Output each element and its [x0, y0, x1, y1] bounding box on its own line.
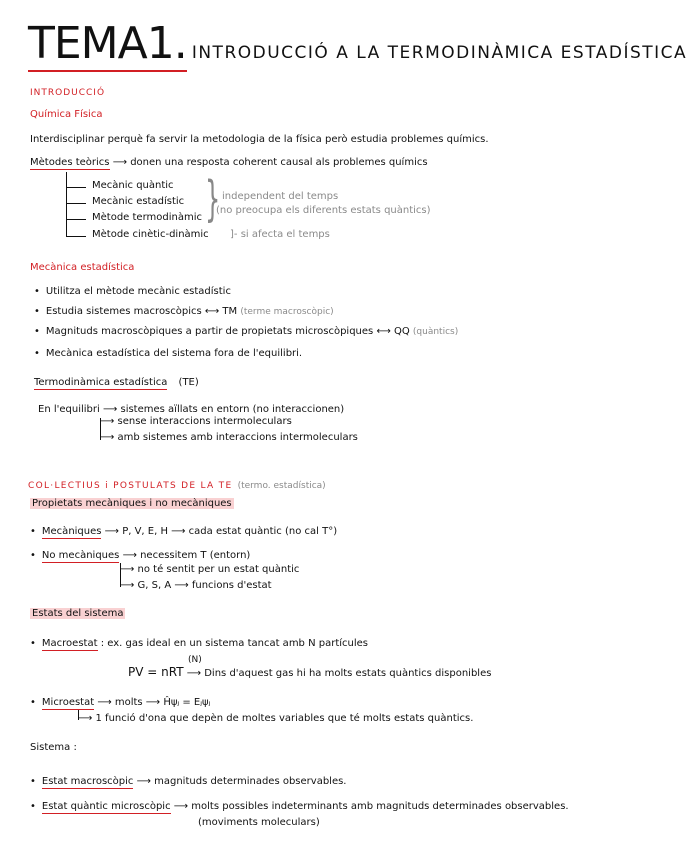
formula-n: (N) [188, 655, 202, 665]
time-note: ]- si afecta el temps [230, 229, 330, 240]
tree-item: Mètode termodinàmic [92, 212, 202, 223]
metodes-label: Mètodes teòrics [30, 157, 110, 168]
te-line3: ⟶ amb sistemes amb interaccions intermoleculars [100, 432, 358, 443]
te-line2: ⟶ sense interaccions intermoleculars [100, 416, 292, 427]
collectius-heading: COL·LECTIUS i POSTULATS DE LA TE [28, 481, 233, 491]
microestat-b1: ⟶ 1 funció d'ona que depèn de moltes variables que té molts estats quàntics. [78, 713, 474, 724]
mecanica-bullet-3: • Magnituds macroscòpiques a partir de propietats microscòpiques ⟷ QQ (quàntics) [34, 326, 458, 337]
tree-branch [66, 203, 86, 204]
nomec-b2: ⟶ G, S, A ⟶ funcions d'estat [120, 580, 272, 591]
tree-item: Mecànic estadístic [92, 196, 185, 207]
mecanica-bullet: • Mecànica estadística del sistema fora de l'equilibri. [34, 348, 302, 359]
estats-heading: Estats del sistema [32, 608, 124, 619]
formula: PV = nRT [128, 665, 184, 679]
te-abbr: (TE) [178, 377, 199, 388]
sistema-b2-label: Estat quàntic microscòpic [41, 801, 171, 812]
arrow-icon: ⟶ [112, 157, 131, 168]
mecanica-bullet: • Utilitza el mètode mecànic estadístic [34, 286, 231, 297]
collectius-note: (termo. estadística) [237, 481, 326, 491]
brace-note-1: independent del temps [222, 191, 339, 202]
macroestat-label: Macroestat [41, 638, 98, 649]
sistema-heading: Sistema : [30, 742, 77, 753]
arrow-icon: ⟶ [104, 526, 123, 537]
mecaniques-line: • Mecàniques ⟶ P, V, E, H ⟶ cada estat quàntic (no cal T°) [30, 526, 337, 537]
intro-line1: Interdisciplinar perquè fa servir la metodologia de la física però estudia problemes químics. [30, 134, 489, 145]
nomecaniques-label: No mecàniques [41, 550, 120, 561]
sistema-b1-label: Estat macroscòpic [41, 776, 134, 787]
bullet-note: (terme macroscòpic) [240, 307, 334, 317]
te-heading: Termodinàmica estadística [34, 377, 168, 388]
brace-icon: } [205, 171, 221, 227]
microestat-line: • Microestat ⟶ molts ⟶ Ĥψⱼ = Eⱼψⱼ [30, 697, 210, 708]
te-line1: En l'equilibri ⟶ sistemes aïllats en entorn (no interaccionen) [38, 404, 345, 415]
macroestat-line: • Macroestat : ex. gas ideal en un sistema tancat amb N partícules [30, 638, 368, 649]
mecaniques-label: Mecàniques [41, 526, 102, 537]
arrow-icon: ⟶ [102, 404, 121, 415]
tree-line [66, 172, 67, 236]
tree-branch [66, 219, 86, 220]
arrow-icon: ⟶ [120, 564, 138, 575]
arrow-icon: ⟶ [100, 432, 118, 443]
tree-item: Mètode cinètic-dinàmic [92, 229, 209, 240]
formula-line: PV = nRT ⟶ Dins d'aquest gas hi ha molts estats quàntics disponibles [128, 665, 492, 679]
page-title [28, 18, 687, 69]
tree-branch [66, 187, 86, 188]
metodes-line [30, 157, 428, 168]
microestat-label: Microestat [41, 697, 95, 708]
title-rest: INTRODUCCIÓ A LA TERMODINÀMICA ESTADÍSTICA [191, 43, 687, 63]
sistema-b2-sub: (moviments moleculars) [198, 817, 320, 828]
title-main: TEMA1. [28, 18, 187, 72]
brace-note-2: (no preocupa els diferents estats quàntics) [216, 205, 431, 216]
sistema-b2: • Estat quàntic microscòpic ⟶ molts possibles indeterminants amb magnituds determinades observables. [30, 801, 569, 812]
arrow-icon: ⟶ [122, 550, 141, 561]
propietats-heading: Propietats mecàniques i no mecàniques [32, 498, 232, 509]
te-heading-line [34, 377, 199, 388]
tree-item: Mecànic quàntic [92, 180, 174, 191]
sistema-b1: • Estat macroscòpic ⟶ magnituds determinades observables. [30, 776, 347, 787]
arrow-icon: ⟶ [100, 416, 118, 427]
metodes-text: donen una resposta coherent causal als problemes químics [130, 157, 428, 168]
nomec-b1: ⟶ no té sentit per un estat quàntic [120, 564, 300, 575]
propietats-heading-wrap [30, 498, 234, 509]
nomecaniques-line: • No mecàniques ⟶ necessitem T (entorn) [30, 550, 250, 561]
estats-heading-wrap [30, 608, 125, 619]
mecanica-heading: Mecànica estadística [30, 262, 135, 273]
collectius-line [28, 473, 326, 492]
mecanica-bullet-2: • Estudia sistemes macroscòpics ⟷ TM (terme macroscòpic) [34, 306, 334, 317]
bullet-note: (quàntics) [412, 327, 459, 337]
intro-subheading: Química Física [30, 109, 103, 120]
intro-heading: INTRODUCCIÓ [30, 88, 106, 98]
arrow-icon: ⟶ [120, 580, 138, 591]
tree-branch [66, 236, 86, 237]
